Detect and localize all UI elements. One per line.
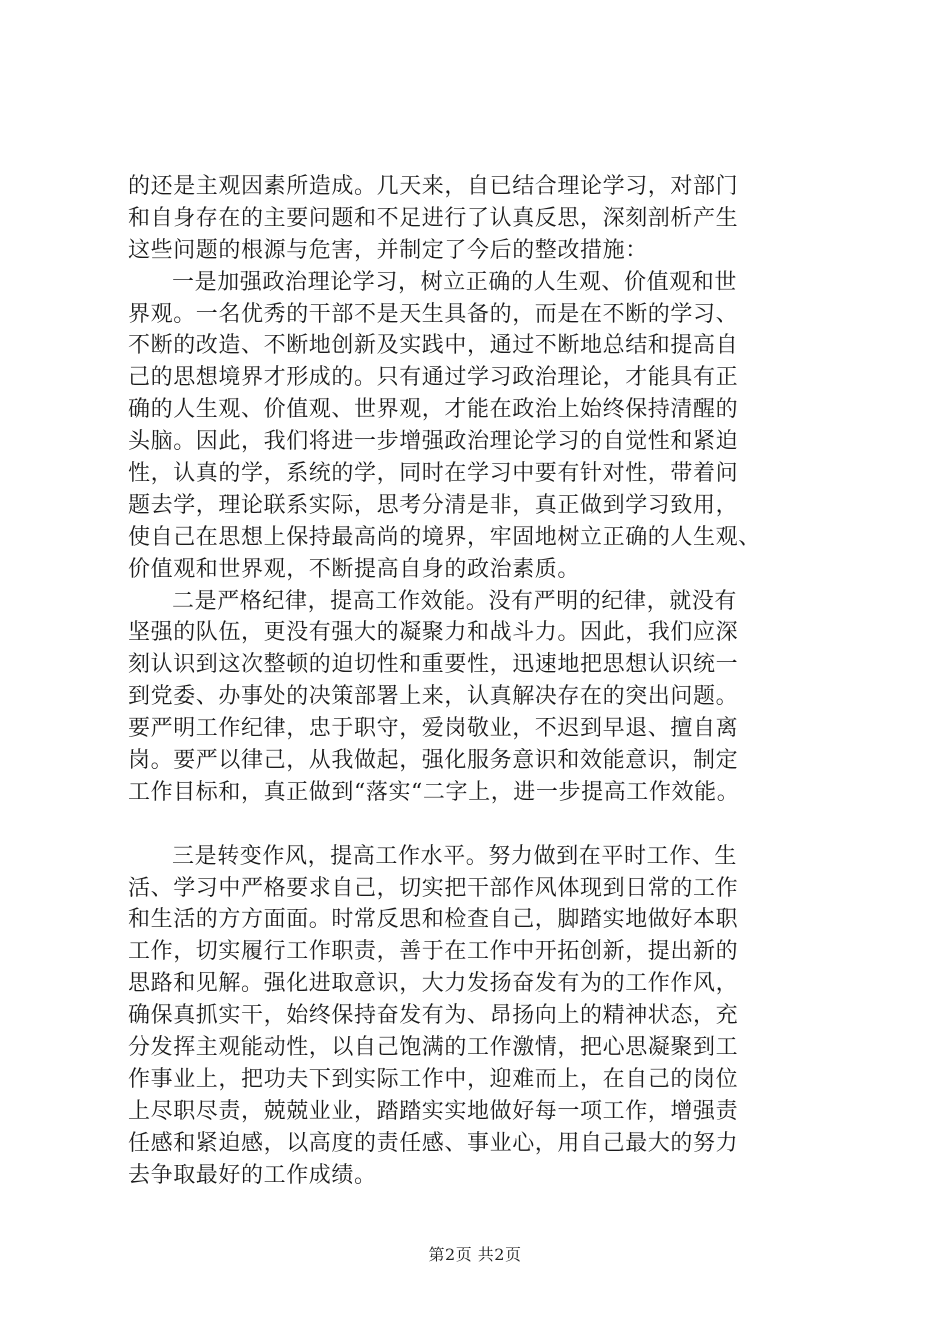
text-line: 的还是主观因素所造成。几天来，自已结合理论学习，对部门 xyxy=(128,174,739,199)
text-line: 和生活的方方面面。时常反思和检查自己，脚踏实地做好本职 xyxy=(128,907,739,933)
text-line: 价值观和世界观，不断提高自身的政治素质。 xyxy=(128,556,581,582)
text-line: 分发挥主观能动性，以自己饱满的工作激情，把心思凝聚到工 xyxy=(128,1035,739,1061)
document-body xyxy=(128,171,840,1192)
text-line: 作事业上，把功夫下到实际工作中，迎难而上，在自己的岗位 xyxy=(128,1066,739,1092)
paragraph-start-line: 三是转变作风，提高工作水平。努力做到在平时工作、生 xyxy=(172,843,738,869)
paragraph-start-line: 二是严格纪律，提高工作效能。没有严明的纪律，就没有 xyxy=(172,588,738,614)
text-line: 不断的改造、不断地创新及实践中，通过不断地总结和提高自 xyxy=(128,333,739,359)
text-line: 界观。一名优秀的干部不是天生具备的，而是在不断的学习、 xyxy=(128,301,739,327)
paragraph-start-line: 一是加强政治理论学习，树立正确的人生观、价值观和世 xyxy=(172,269,738,295)
text-line: 这些问题的根源与危害，并制定了今后的整改措施： xyxy=(128,237,648,263)
text-line: 到党委、办事处的决策部署上来，认真解决存在的突出问题。 xyxy=(128,684,739,710)
text-line: 和自身存在的主要问题和不足进行了认真反思，深刻剖析产生 xyxy=(128,205,739,231)
text-line: 思路和见解。强化进取意识，大力发扬奋发有为的工作作风， xyxy=(128,971,739,997)
text-line: 工作，切实履行工作职责，善于在工作中开拓创新，提出新的 xyxy=(128,939,739,965)
text-line: 使自己在思想上保持最高尚的境界，牢固地树立正确的人生观、 xyxy=(128,524,761,550)
text-line: 刻认识到这次整顿的迫切性和重要性，迅速地把思想认识统一 xyxy=(128,652,739,678)
text-line: 确保真抓实干，始终保持奋发有为、昂扬向上的精神状态，充 xyxy=(128,1003,739,1029)
text-line: 坚强的队伍，更没有强大的凝聚力和战斗力。因此，我们应深 xyxy=(128,620,739,646)
text-line: 去争取最好的工作成绩。 xyxy=(128,1162,377,1188)
page-footer: 第2页 共2页 xyxy=(428,1245,522,1264)
text-line: 头脑。因此，我们将进一步增强政治理论学习的自觉性和紧迫 xyxy=(128,429,739,455)
text-line: 上尽职尽责，兢兢业业，踏踏实实地做好每一项工作，增强责 xyxy=(128,1098,739,1124)
paragraph-gap xyxy=(128,809,840,841)
text-line: 题去学，理论联系实际，思考分清是非，真正做到学习致用， xyxy=(128,492,739,518)
text-line: 岗。要严以律己，从我做起，强化服务意识和效能意识，制定 xyxy=(128,748,739,774)
text-line: 确的人生观、价值观、世界观，才能在政治上始终保持清醒的 xyxy=(128,397,739,423)
text-line: 要严明工作纪律，忠于职守，爱岗敬业，不迟到早退、擅自离 xyxy=(128,716,739,742)
text-line: 工作目标和，真正做到“落实“二字上，进一步提高工作效能。 xyxy=(128,779,740,805)
text-line: 性，认真的学，系统的学，同时在学习中要有针对性，带着问 xyxy=(128,461,739,487)
text-line: 任感和紧迫感，以高度的责任感、事业心，用自己最大的努力 xyxy=(128,1130,739,1156)
text-line: 活、学习中严格要求自己，切实把干部作风体现到日常的工作 xyxy=(128,875,739,901)
text-line: 己的思想境界才形成的。只有通过学习政治理论，才能具有正 xyxy=(128,365,739,391)
